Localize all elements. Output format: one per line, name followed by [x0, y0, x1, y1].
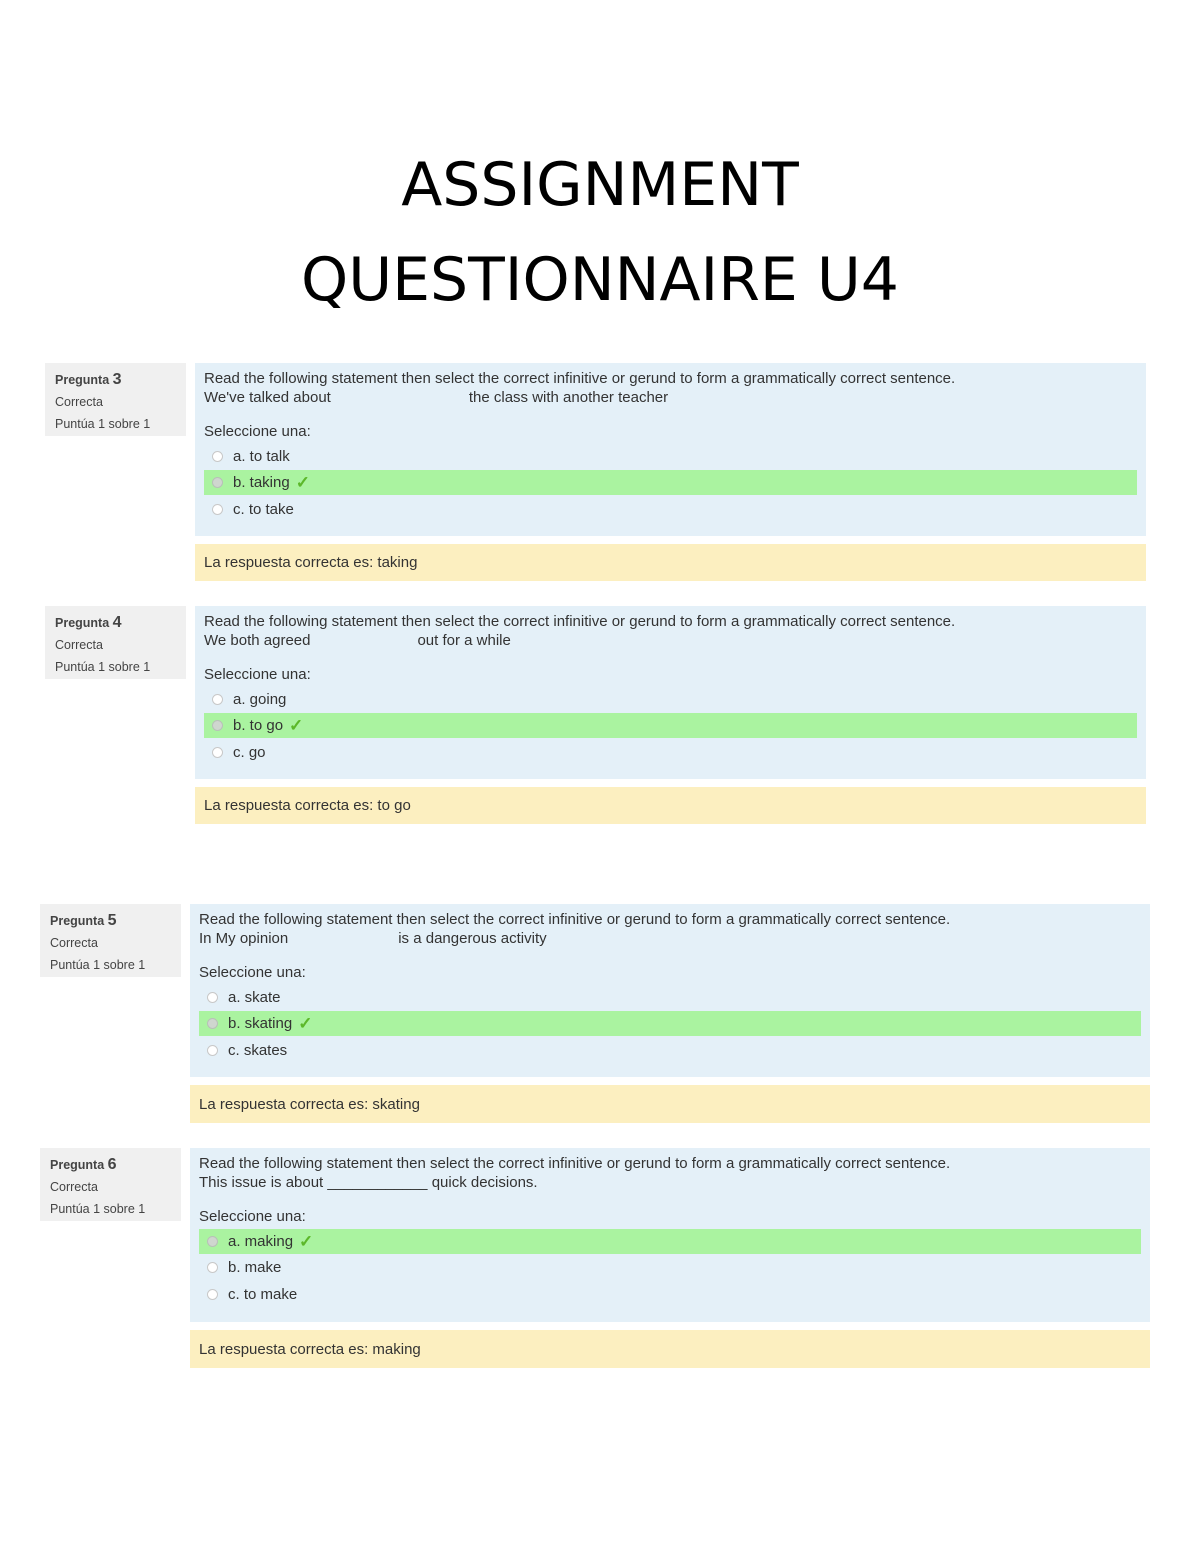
question-content	[195, 363, 1146, 536]
question-instruction: Read the following statement then select the correct infinitive or gerund to form a grammatically correct sentence.	[199, 1155, 951, 1172]
correct-answer-feedback: La respuesta correcta es: to go	[195, 787, 1146, 824]
correct-answer-feedback: La respuesta correcta es: skating	[190, 1085, 1150, 1123]
question-content	[190, 1148, 1150, 1322]
correct-answer-feedback: La respuesta correcta es: making	[190, 1330, 1150, 1368]
radio-button[interactable]	[207, 1289, 218, 1300]
answer-option-b[interactable]: b. to go ✓	[204, 713, 1137, 738]
question-number: Pregunta 6	[50, 1156, 117, 1173]
answer-option-a[interactable]: a. skate	[199, 985, 1141, 1010]
question-status: Correcta	[50, 936, 98, 950]
answer-option-a[interactable]: a. to talk	[204, 444, 1137, 469]
radio-button[interactable]	[212, 747, 223, 758]
question-info	[45, 606, 186, 679]
question-sentence: We both agreed out for a while	[204, 632, 511, 649]
question-info	[40, 1148, 181, 1221]
answer-option-c[interactable]: c. to take	[204, 497, 1137, 522]
answer-option-b[interactable]: b. skating ✓	[199, 1011, 1141, 1036]
question-number: Pregunta 3	[55, 371, 122, 388]
radio-button[interactable]	[207, 992, 218, 1003]
correct-answer-feedback: La respuesta correcta es: taking	[195, 544, 1146, 581]
answer-option-c[interactable]: c. to make	[199, 1282, 1141, 1307]
question-instruction: Read the following statement then select the correct infinitive or gerund to form a grammatically correct sentence.	[204, 370, 956, 387]
check-icon: ✓	[299, 1231, 314, 1251]
select-prompt: Seleccione una:	[204, 666, 311, 683]
question-status: Correcta	[50, 1180, 98, 1194]
question-info	[45, 363, 186, 436]
question-score: Puntúa 1 sobre 1	[50, 1202, 146, 1216]
question-score: Puntúa 1 sobre 1	[55, 660, 151, 674]
question-instruction: Read the following statement then select the correct infinitive or gerund to form a grammatically correct sentence.	[204, 613, 956, 630]
question-sentence: In My opinion is a dangerous activity	[199, 930, 547, 947]
answer-option-c[interactable]: c. skates	[199, 1038, 1141, 1063]
question-status: Correcta	[55, 395, 103, 409]
radio-button[interactable]	[212, 504, 223, 515]
select-prompt: Seleccione una:	[199, 964, 306, 981]
select-prompt: Seleccione una:	[199, 1208, 306, 1225]
radio-button[interactable]	[207, 1236, 218, 1247]
question-content	[195, 606, 1146, 779]
answer-option-b[interactable]: b. taking ✓	[204, 470, 1137, 495]
page-title-line-1: ASSIGNMENT	[401, 150, 799, 220]
question-info	[40, 904, 181, 977]
radio-button[interactable]	[207, 1018, 218, 1029]
answer-option-c[interactable]: c. go	[204, 740, 1137, 765]
question-instruction: Read the following statement then select the correct infinitive or gerund to form a grammatically correct sentence.	[199, 911, 951, 928]
page-title-line-2: QUESTIONNAIRE U4	[301, 245, 899, 315]
radio-button[interactable]	[207, 1262, 218, 1273]
radio-button[interactable]	[212, 720, 223, 731]
radio-button[interactable]	[212, 451, 223, 462]
question-score: Puntúa 1 sobre 1	[55, 417, 151, 431]
radio-button[interactable]	[207, 1045, 218, 1056]
question-status: Correcta	[55, 638, 103, 652]
radio-button[interactable]	[212, 694, 223, 705]
sentence-blank: ____________	[327, 1174, 428, 1191]
answer-option-b[interactable]: b. make	[199, 1255, 1141, 1280]
check-icon: ✓	[289, 716, 304, 735]
answer-option-a[interactable]: a. making ✓	[199, 1229, 1141, 1254]
select-prompt: Seleccione una:	[204, 423, 311, 440]
check-icon: ✓	[298, 1014, 313, 1033]
question-number: Pregunta 4	[55, 614, 122, 631]
question-content	[190, 904, 1150, 1077]
answer-option-a[interactable]: a. going	[204, 687, 1137, 712]
question-score: Puntúa 1 sobre 1	[50, 958, 146, 972]
radio-button[interactable]	[212, 477, 223, 488]
question-sentence: This issue is about ____________ quick decisions.	[199, 1174, 538, 1191]
check-icon: ✓	[295, 473, 310, 492]
question-number: Pregunta 5	[50, 912, 117, 929]
question-sentence: We've talked about the class with another teacher	[204, 389, 669, 406]
